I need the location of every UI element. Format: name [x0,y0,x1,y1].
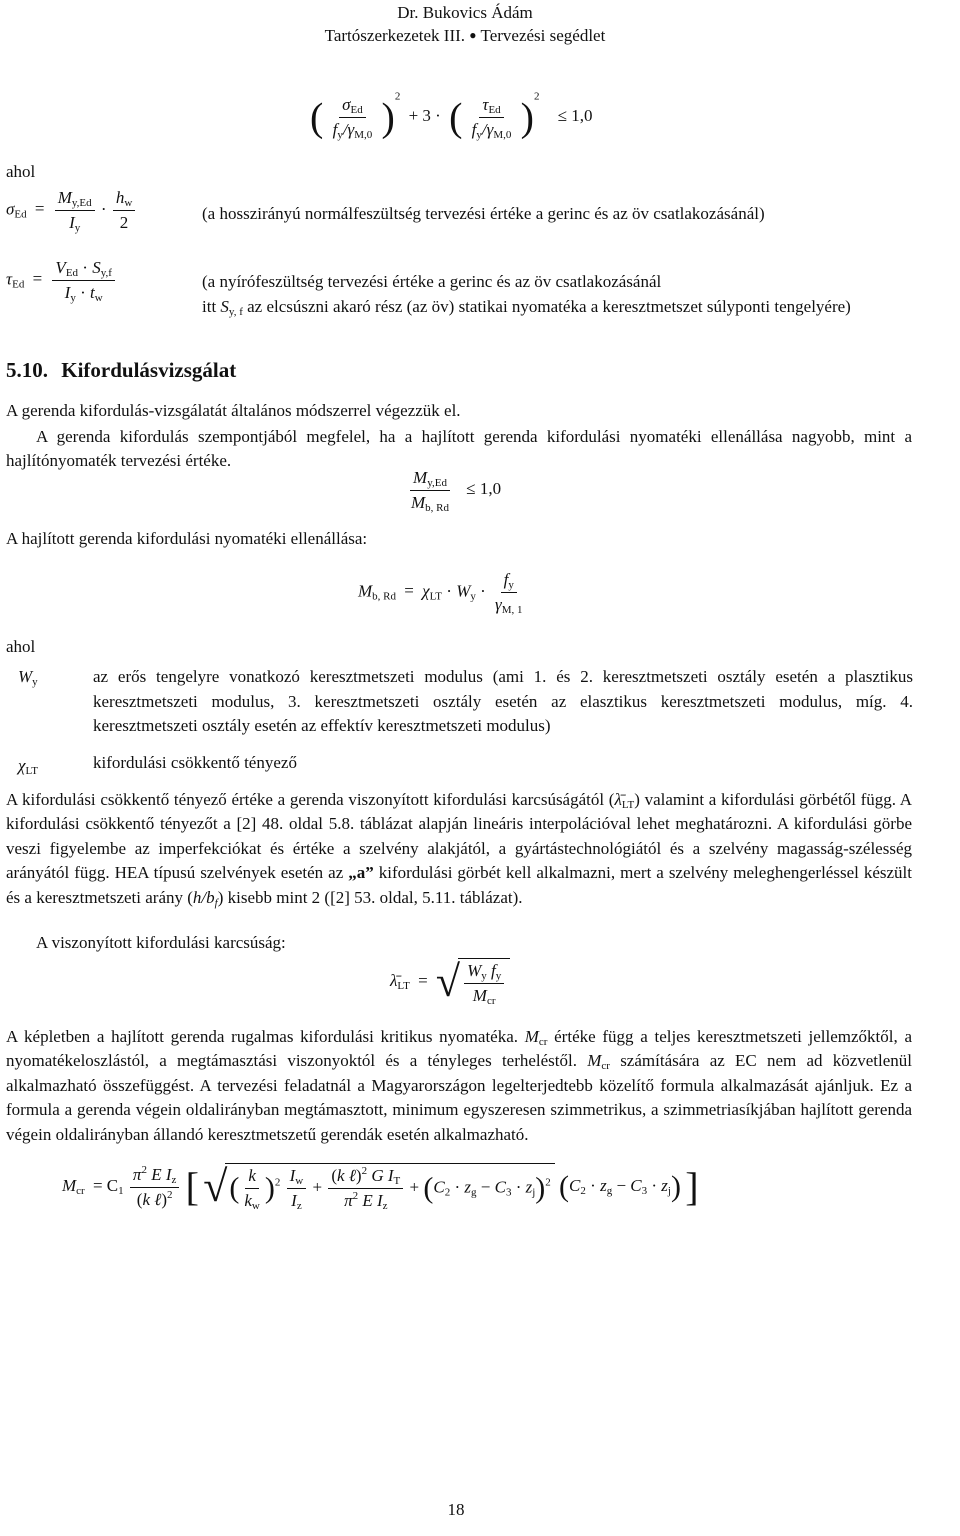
sigma-ed-description: (a hosszirányú normálfeszültség tervezési értéke a gerinc és az öv csatlakozásánál) [202,204,765,223]
tau-ed-description-2: itt $S_{y, f}$ az elcsúszni akaró rész (az öv) statikai nyomatéka a keresztmetszet súlyponti tengelyére) [202,297,851,318]
paragraph-slenderness-intro: A viszonyított kifordulási karcsúság: [36,933,286,952]
paragraph-general-method: A gerenda kifordulás-vizsgálatát általános módszerrel végezzük el. [6,401,461,420]
section-title: Kifordulásvizsgálat [61,358,237,382]
tau-ed-formula: $\tau_{Ed}$ = $\frac{V_{Ed} \cdot S_{y,f}}{I_y \cdot t_w}$ [6,258,117,303]
paragraph-criterion: A gerenda kifordulás szempontjából megfelel, ha a hajlított gerenda kifordulási nyomatéki ellenállása nagyobb, mint a hajlítónyomaték tervezési értéke. [6,427,912,471]
chi-lt-description: kifordulási csökkentő tényező [93,753,297,772]
paragraph-mcr: A képletben a hajlított gerenda rugalmas kifordulási kritikus nyomatéka. $M_{cr}$ értéke függ a teljes keresztmetszeti jellemzőktől, a nyomatékeloszlástól, a megtámasztási viszonyoktól és a tényleges terheléstől. $M_{cr}$ számítására az EC nem ad közvetlenül alkalmazható összefüggést. A tervezési feladatnál a Magyarországon legelterjedtebb közelítő formula alkalmazását ajánljuk. Ez a formula a gerenda végein oldalirányban megtámasztott, minimum egyszeresen szimmetrikus, a szimmetriasíkjában hajlított gerenda végein oldalirányban állandó keresztmetszetű gerendák esetén alkalmazható. [6,1027,913,1144]
bullet-icon: ● [469,28,477,42]
mcr-formula: $M_{cr} = C_1$ $\frac{\pi^2 E I_z}{(k \ell)^2}$ [ √ ( $\frac{k}{k_w}$ )$^2$ $\frac{I_w}{I_z}$ + $\frac{(k \ell)^2 G I_T}{\pi^2 E I_z}$ + $(C_2 \cdot z_g - C_3 \cdot z_j)^2$ $(C_2 \cdot z_g - C_3 \cdot z_j)$ ] [62,1162,699,1212]
lambda-lt-formula: $\lambdā_{LT}$ = √ $\frac{W_y f_y}{M_{cr}}$ [390,958,510,1006]
chi-lt-symbol: $\chi_{LT}$ [18,756,38,777]
ahol-label-2: ahol [6,637,36,656]
header-course [0,26,930,46]
header-author: Dr. Bukovics Ádám [397,3,533,22]
tau-ed-description-1: (a nyírófeszültség tervezési értéke a gerinc és az öv csatlakozásánál [202,272,662,291]
section-heading [6,358,236,383]
ahol-label: ahol [6,162,36,181]
wy-description: az erős tengelyre vonatkozó keresztmetszeti modulus (ami 1. és 2. keresztmetszeti osztály esetén a plasztikus keresztmetszeti modulus, 3. keresztmetszeti osztály esetén az elasztikus keresztmetszeti modulus, míg. 4. keresztmetszeti osztály esetén az effektív keresztmetszeti modulus) [93,667,913,735]
mbrd-formula: $M_{b, Rd} = \chi_{LT} \cdot W_y$ · $\frac{f_y}{\gamma_{M, 1}}$ [358,570,523,616]
header-course-suffix: Tervezési segédlet [480,26,606,45]
formula-stress-interaction: ( $\frac{\sigma_{Ed}}{f_y/\gamma_{M,0}}$ )$^2$ + 3 · ( $\frac{\tau_{Ed}}{f_y/\gamma_{M,0}}$ )$^2$ ≤ 1,0 [310,90,593,141]
wy-symbol: $W_y$ [18,667,38,688]
section-number: 5.10. [6,358,48,382]
sigma-ed-formula: $\sigma_{Ed}$ = $\frac{M_{y,Ed}}{I_y}$ · $\frac{h_w}{2}$ [6,188,137,233]
page-number: 18 [447,1500,465,1519]
header-course-prefix: Tartószerkezetek III. [324,26,466,45]
check-formula: $\frac{M_{y,Ed}}{M_{b, Rd}}$ ≤ 1,0 [411,468,502,514]
paragraph-resistance: A hajlított gerenda kifordulási nyomatéki ellenállása: [6,529,368,548]
paragraph-reduction-factor: A kifordulási csökkentő tényező értéke a gerenda viszonyított kifordulási karcsúságától $(\lambdā_{LT})$ valamint a kifordulási görbétől függ. A kifordulási csökkentő tényezőt a [2] 48. oldal 5.8. táblázat alapján lineáris interpolációval lehet meghatározni. A kifordulási görbe veszi figyelembe az imperfekciókat és értéke a szelvény alakjától, a gyártástechnológiától és a szelvény magasság-szélesség arányától függ. HEA típusú szelvények esetén az „a” kifordulási görbét kell alkalmazni, mert a szelvény meleghengerléssel készült és a keresztmetszeti arány $(h/b_f)$ kisebb mint 2 ([2] 53. oldal, 5.11. táblázat). [6,790,912,909]
